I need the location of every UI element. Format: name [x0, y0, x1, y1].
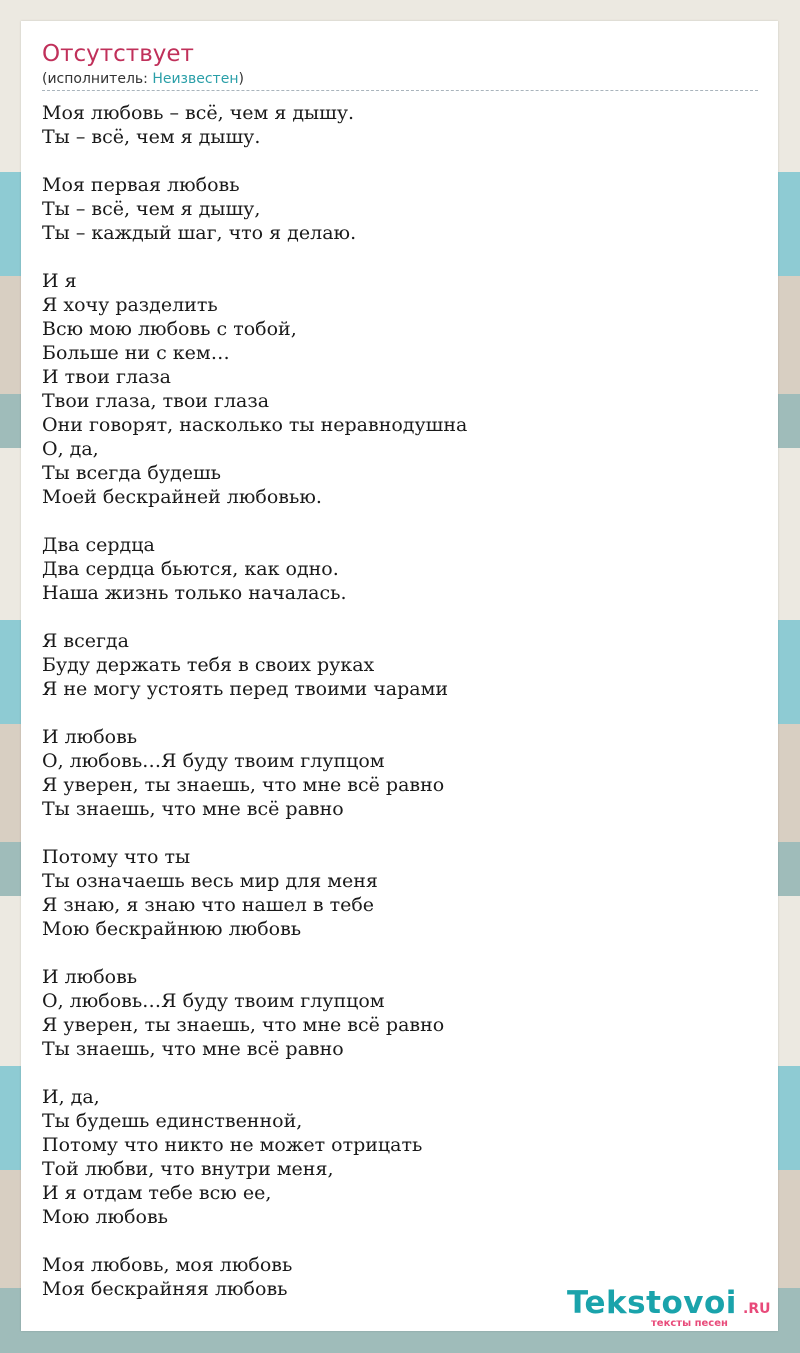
lyric-line: Моя любовь – всё, чем я дышу.	[42, 102, 355, 124]
lyric-line: Потому что ты	[42, 846, 191, 868]
site-logo[interactable]	[567, 1285, 777, 1331]
lyric-line: О, да,	[42, 438, 99, 460]
lyric-line: О, любовь…Я буду твоим глупцом	[42, 990, 385, 1012]
lyric-line: Мою любовь	[42, 1206, 169, 1228]
logo-main: Tekstovoi	[567, 1285, 737, 1321]
lyric-line: И, да,	[42, 1086, 100, 1108]
stanza-gap	[42, 149, 758, 173]
lyrics-text	[42, 101, 758, 1301]
logo-tld: .RU	[743, 1301, 771, 1317]
stanza-gap	[42, 941, 758, 965]
lyric-line: Я всегда	[42, 630, 129, 652]
lyric-line: Мою бескрайнюю любовь	[42, 918, 302, 940]
lyric-line: Ты – всё, чем я дышу.	[42, 126, 261, 148]
lyric-line: Наша жизнь только началась.	[42, 582, 347, 604]
lyric-line: Моя первая любовь	[42, 174, 240, 196]
lyric-line: Той любви, что внутри меня,	[42, 1158, 334, 1180]
stanza-gap	[42, 245, 758, 269]
lyric-line: Я хочу разделить	[42, 294, 218, 316]
lyric-line: Твои глаза, твои глаза	[42, 390, 270, 412]
lyric-line: Моей бескрайней любовью.	[42, 486, 322, 508]
stanza-gap	[42, 1229, 758, 1253]
stanza-gap	[42, 509, 758, 533]
lyric-line: Ты знаешь, что мне всё равно	[42, 798, 344, 820]
lyric-line: И твои глаза	[42, 366, 172, 388]
header-divider	[42, 90, 758, 91]
lyric-line: Моя бескрайняя любовь	[42, 1278, 288, 1300]
song-title: Отсутствует	[42, 41, 194, 67]
lyric-line: Ты – всё, чем я дышу,	[42, 198, 261, 220]
lyric-line: Я знаю, я знаю что нашел в тебе	[42, 894, 375, 916]
lyric-line: Два сердца	[42, 534, 155, 556]
artist-link[interactable]: Неизвестен	[152, 71, 239, 87]
lyric-line: Ты знаешь, что мне всё равно	[42, 1038, 344, 1060]
lyric-line: Всю мою любовь с тобой,	[42, 318, 297, 340]
stanza-gap	[42, 821, 758, 845]
lyric-line: Ты всегда будешь	[42, 462, 222, 484]
artist-line	[42, 70, 757, 88]
song-header	[42, 39, 757, 91]
lyric-line: И я	[42, 270, 77, 292]
lyric-line: Два сердца бьются, как одно.	[42, 558, 339, 580]
lyric-line: И любовь	[42, 726, 138, 748]
lyric-line: Ты будешь единственной,	[42, 1110, 303, 1132]
stanza-gap	[42, 1061, 758, 1085]
logo-tagline: тексты песен	[651, 1318, 728, 1329]
lyric-line: И я отдам тебе всю ее,	[42, 1182, 272, 1204]
lyric-line: Буду держать тебя в своих руках	[42, 654, 375, 676]
lyric-line: Я не могу устоять перед твоими чарами	[42, 678, 449, 700]
lyric-line: Ты – каждый шаг, что я делаю.	[42, 222, 357, 244]
lyric-line: Потому что никто не может отрицать	[42, 1134, 423, 1156]
artist-prefix: (исполнитель:	[42, 71, 153, 87]
stanza-gap	[42, 701, 758, 725]
lyric-line: И любовь	[42, 966, 138, 988]
lyrics-card	[21, 21, 778, 1331]
lyric-line: Ты означаешь весь мир для меня	[42, 870, 378, 892]
lyric-line: Моя любовь, моя любовь	[42, 1254, 293, 1276]
artist-suffix: )	[238, 71, 244, 87]
lyric-line: Я уверен, ты знаешь, что мне всё равно	[42, 1014, 445, 1036]
stanza-gap	[42, 605, 758, 629]
lyric-line: Больше ни с кем…	[42, 342, 230, 364]
lyric-line: Я уверен, ты знаешь, что мне всё равно	[42, 774, 445, 796]
lyric-line: О, любовь…Я буду твоим глупцом	[42, 750, 385, 772]
lyric-line: Они говорят, насколько ты неравнодушна	[42, 414, 468, 436]
